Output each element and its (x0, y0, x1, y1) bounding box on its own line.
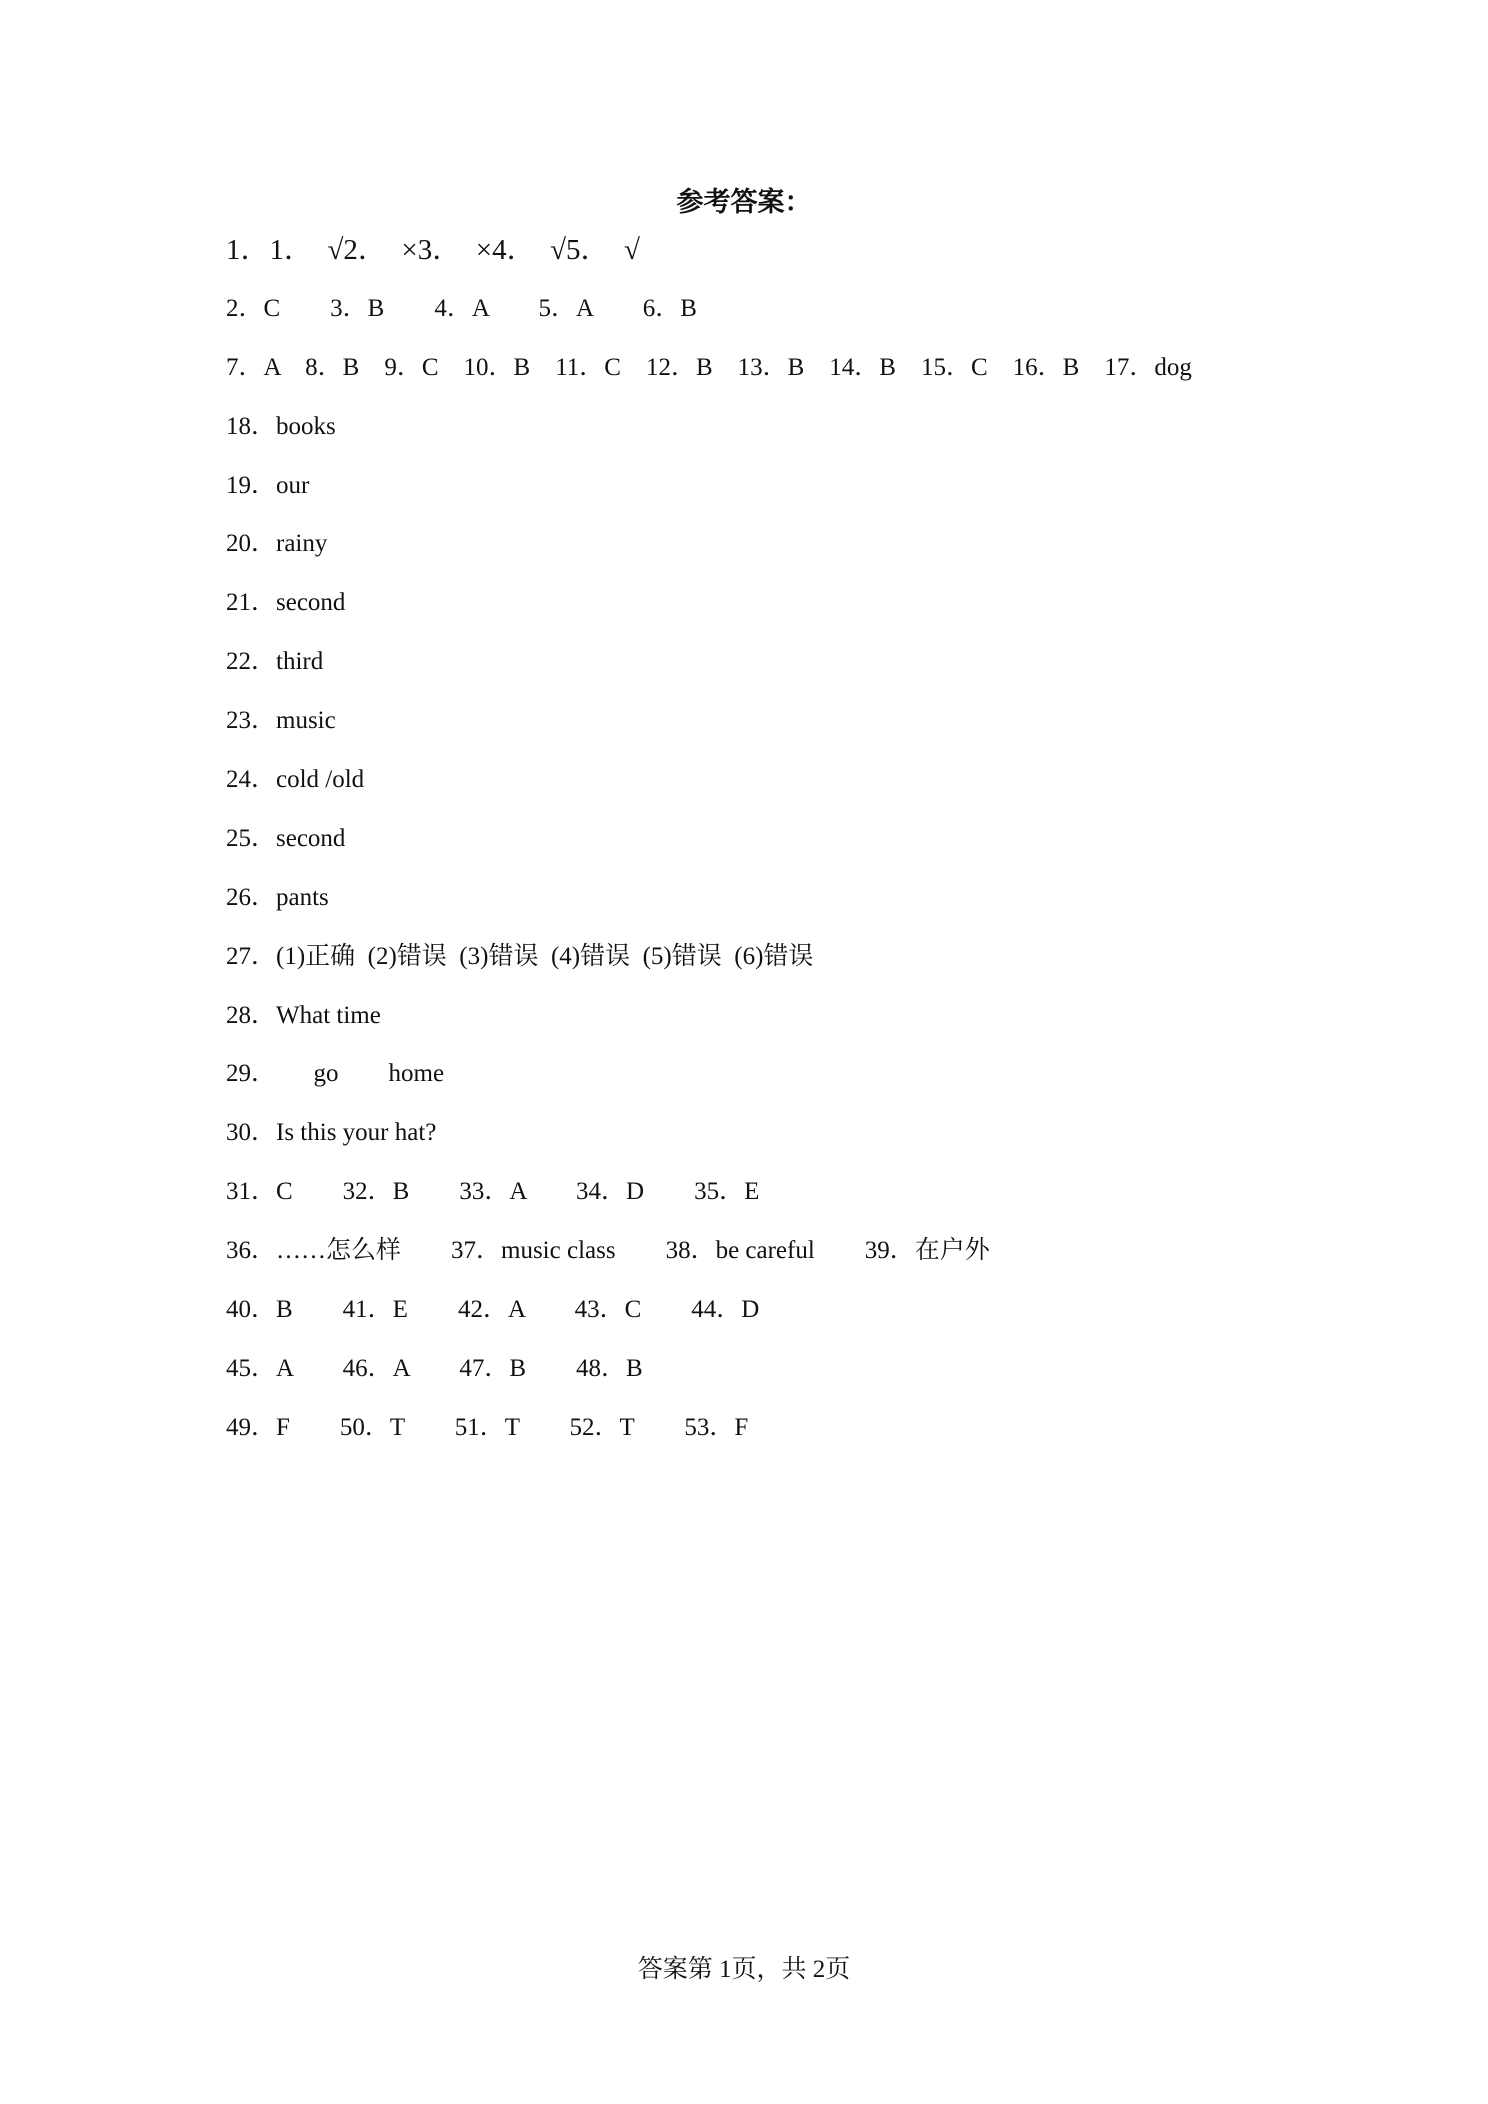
answer-line-7: 21．second (226, 589, 346, 617)
answer-line-21: 49．F 50．T 51．T 52．T 53．F (226, 1413, 749, 1441)
answer-line-15: 29． go home (226, 1060, 445, 1088)
page-title: 参考答案： (676, 187, 812, 217)
answer-line-14: 28．What time (226, 1001, 381, 1029)
answer-line-10: 24．cold /old (226, 766, 365, 794)
answer-line-1: 1．1． √2． ×3． ×4． √5． √ (226, 234, 640, 266)
answer-line-20: 45．A 46．A 47．B 48．B (226, 1354, 643, 1382)
answer-list (226, 228, 1386, 1465)
answer-line-8: 22．third (226, 648, 324, 676)
answer-line-6: 20．rainy (226, 530, 328, 558)
answer-line-18: 36．……怎么样 37．music class 38．be careful 39．在户外 (226, 1237, 990, 1265)
answer-line-4: 18．books (226, 412, 336, 440)
answer-line-5: 19．our (226, 471, 310, 499)
page-footer: 答案第 1页，共 2页 (637, 1956, 851, 1983)
answer-line-16: 30．Is this your hat? (226, 1119, 437, 1147)
answer-line-2: 2．C 3．B 4．A 5．A 6．B (226, 294, 697, 322)
answer-line-9: 23．music (226, 707, 336, 735)
answer-line-17: 31．C 32．B 33．A 34．D 35．E (226, 1178, 760, 1206)
answer-line-12: 26．pants (226, 883, 329, 911)
answer-line-13: 27．(1)正确 (2)错误 (3)错误 (4)错误 (5)错误 (6)错误 (226, 942, 814, 970)
answer-line-19: 40．B 41．E 42．A 43．C 44．D (226, 1296, 760, 1324)
answer-line-3: 7．A 8．B 9．C 10．B 11．C 12．B 13．B 14．B 15．C 16．B 17．dog (226, 353, 1192, 381)
answer-line-11: 25．second (226, 824, 346, 852)
